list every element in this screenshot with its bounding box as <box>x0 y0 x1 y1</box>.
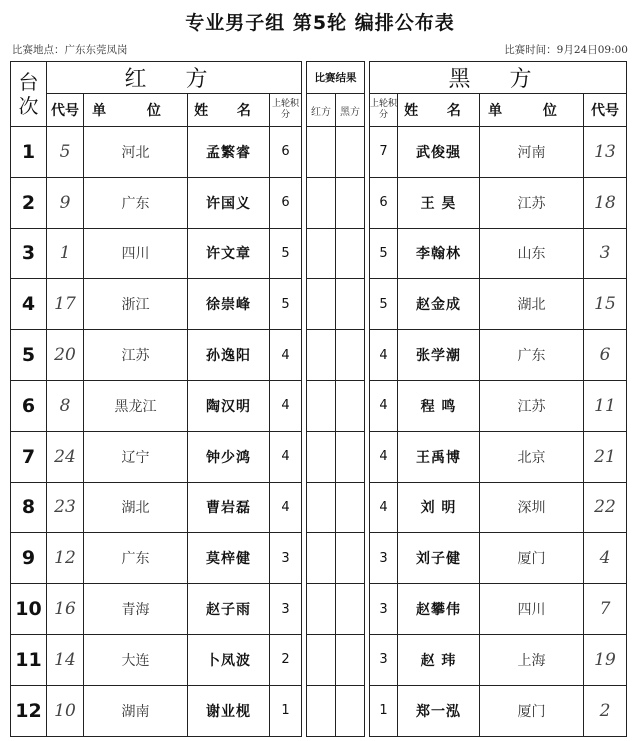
black-unit: 四川 <box>480 584 584 635</box>
black-unit: 厦门 <box>480 685 584 736</box>
red-prev-score: 4 <box>270 482 302 533</box>
black-prev-score: 1 <box>370 685 398 736</box>
black-code: 18 <box>584 177 627 228</box>
pairing-table <box>10 61 627 737</box>
red-name: 钟少鸿 <box>188 431 270 482</box>
red-unit: 广东 <box>84 177 188 228</box>
table-no: 8 <box>11 482 47 533</box>
red-result <box>307 584 336 635</box>
table-no: 9 <box>11 533 47 584</box>
red-code: 17 <box>47 279 84 330</box>
red-name: 孟繁睿 <box>188 127 270 178</box>
red-prev-score: 4 <box>270 380 302 431</box>
black-unit: 厦门 <box>480 533 584 584</box>
pairing-rows <box>11 127 627 737</box>
red-code: 23 <box>47 482 84 533</box>
table-row <box>11 177 627 228</box>
black-name: 程 鸣 <box>398 380 480 431</box>
red-result <box>307 279 336 330</box>
table-row <box>11 431 627 482</box>
black-prev-score: 3 <box>370 634 398 685</box>
table-no: 7 <box>11 431 47 482</box>
black-prev-score: 3 <box>370 584 398 635</box>
red-result <box>307 685 336 736</box>
black-name: 王 昊 <box>398 177 480 228</box>
header-red-prev-score: 上轮积分 <box>270 94 302 127</box>
black-code: 11 <box>584 380 627 431</box>
black-unit: 山东 <box>480 228 584 279</box>
red-result <box>307 228 336 279</box>
black-prev-score: 5 <box>370 279 398 330</box>
header-red-unit: 单 位 <box>84 94 188 127</box>
red-result <box>307 380 336 431</box>
red-name: 莫梓健 <box>188 533 270 584</box>
black-result <box>336 330 365 381</box>
red-name: 赵子雨 <box>188 584 270 635</box>
black-name: 武俊强 <box>398 127 480 178</box>
table-row <box>11 127 627 178</box>
black-name: 张学潮 <box>398 330 480 381</box>
red-result <box>307 533 336 584</box>
table-row <box>11 380 627 431</box>
red-code: 24 <box>47 431 84 482</box>
black-result <box>336 279 365 330</box>
red-result <box>307 177 336 228</box>
red-result <box>307 330 336 381</box>
table-no: 10 <box>11 584 47 635</box>
black-unit: 上海 <box>480 634 584 685</box>
header-black-prev-score: 上轮积分 <box>370 94 398 127</box>
header-black: 黑 方 <box>370 62 627 94</box>
red-result <box>307 634 336 685</box>
red-unit: 辽宁 <box>84 431 188 482</box>
red-code: 8 <box>47 380 84 431</box>
red-name: 徐崇峰 <box>188 279 270 330</box>
red-prev-score: 5 <box>270 279 302 330</box>
black-result <box>336 685 365 736</box>
red-name: 陶汉明 <box>188 380 270 431</box>
black-prev-score: 6 <box>370 177 398 228</box>
black-result <box>336 533 365 584</box>
table-row <box>11 634 627 685</box>
table-no: 12 <box>11 685 47 736</box>
black-code: 6 <box>584 330 627 381</box>
header-red-name: 姓 名 <box>188 94 270 127</box>
red-name: 曹岩磊 <box>188 482 270 533</box>
red-prev-score: 4 <box>270 330 302 381</box>
header-red-code: 代号 <box>47 94 84 127</box>
red-name: 孙逸阳 <box>188 330 270 381</box>
black-code: 2 <box>584 685 627 736</box>
black-code: 7 <box>584 584 627 635</box>
black-result <box>336 177 365 228</box>
time-label: 比赛时间：9月24日09:00 <box>504 44 628 56</box>
venue-label: 比赛地点：广东东莞凤岗 <box>12 44 128 56</box>
red-prev-score: 5 <box>270 228 302 279</box>
black-prev-score: 4 <box>370 431 398 482</box>
red-unit: 河北 <box>84 127 188 178</box>
black-code: 4 <box>584 533 627 584</box>
black-name: 王禹博 <box>398 431 480 482</box>
table-row <box>11 279 627 330</box>
table-row <box>11 482 627 533</box>
black-prev-score: 3 <box>370 533 398 584</box>
red-code: 5 <box>47 127 84 178</box>
black-unit: 广东 <box>480 330 584 381</box>
black-prev-score: 4 <box>370 482 398 533</box>
black-result <box>336 482 365 533</box>
red-code: 14 <box>47 634 84 685</box>
red-name: 许文章 <box>188 228 270 279</box>
red-result <box>307 431 336 482</box>
black-prev-score: 4 <box>370 380 398 431</box>
black-prev-score: 5 <box>370 228 398 279</box>
table-no: 4 <box>11 279 47 330</box>
black-name: 刘子健 <box>398 533 480 584</box>
black-name: 赵金成 <box>398 279 480 330</box>
black-result <box>336 228 365 279</box>
red-name: 卜凤波 <box>188 634 270 685</box>
black-code: 19 <box>584 634 627 685</box>
black-unit: 河南 <box>480 127 584 178</box>
red-unit: 广东 <box>84 533 188 584</box>
red-result <box>307 127 336 178</box>
black-result <box>336 127 365 178</box>
table-no: 1 <box>11 127 47 178</box>
table-no: 6 <box>11 380 47 431</box>
red-prev-score: 3 <box>270 584 302 635</box>
header-black-unit: 单 位 <box>480 94 584 127</box>
red-name: 许国义 <box>188 177 270 228</box>
red-code: 10 <box>47 685 84 736</box>
header-tai: 台次 <box>11 62 47 127</box>
black-name: 赵攀伟 <box>398 584 480 635</box>
black-prev-score: 4 <box>370 330 398 381</box>
red-unit: 四川 <box>84 228 188 279</box>
table-no: 11 <box>11 634 47 685</box>
black-code: 13 <box>584 127 627 178</box>
red-unit: 湖南 <box>84 685 188 736</box>
black-code: 3 <box>584 228 627 279</box>
red-prev-score: 2 <box>270 634 302 685</box>
red-name: 谢业枧 <box>188 685 270 736</box>
black-unit: 湖北 <box>480 279 584 330</box>
red-unit: 浙江 <box>84 279 188 330</box>
table-row <box>11 533 627 584</box>
black-prev-score: 7 <box>370 127 398 178</box>
black-unit: 江苏 <box>480 177 584 228</box>
table-row <box>11 330 627 381</box>
red-code: 20 <box>47 330 84 381</box>
header-red-result: 红方 <box>307 94 336 127</box>
black-code: 15 <box>584 279 627 330</box>
red-code: 1 <box>47 228 84 279</box>
header-black-code: 代号 <box>584 94 627 127</box>
table-row <box>11 228 627 279</box>
red-code: 16 <box>47 584 84 635</box>
black-result <box>336 431 365 482</box>
table-row <box>11 584 627 635</box>
red-unit: 青海 <box>84 584 188 635</box>
black-result <box>336 634 365 685</box>
red-result <box>307 482 336 533</box>
red-prev-score: 4 <box>270 431 302 482</box>
red-code: 12 <box>47 533 84 584</box>
header-black-result: 黑方 <box>336 94 365 127</box>
table-no: 3 <box>11 228 47 279</box>
header-result: 比赛结果 <box>307 62 365 94</box>
black-name: 刘 明 <box>398 482 480 533</box>
table-no: 5 <box>11 330 47 381</box>
table-row <box>11 685 627 736</box>
red-unit: 黑龙江 <box>84 380 188 431</box>
black-unit: 北京 <box>480 431 584 482</box>
red-code: 9 <box>47 177 84 228</box>
red-unit: 大连 <box>84 634 188 685</box>
header-black-name: 姓 名 <box>398 94 480 127</box>
black-code: 22 <box>584 482 627 533</box>
black-code: 21 <box>584 431 627 482</box>
black-unit: 深圳 <box>480 482 584 533</box>
red-unit: 江苏 <box>84 330 188 381</box>
red-prev-score: 1 <box>270 685 302 736</box>
red-prev-score: 3 <box>270 533 302 584</box>
black-result <box>336 380 365 431</box>
black-name: 郑一泓 <box>398 685 480 736</box>
page-title: 专业男子组 第5轮 编排公布表 <box>185 12 455 34</box>
header-red: 红 方 <box>47 62 302 94</box>
red-prev-score: 6 <box>270 177 302 228</box>
table-no: 2 <box>11 177 47 228</box>
red-unit: 湖北 <box>84 482 188 533</box>
black-name: 赵 玮 <box>398 634 480 685</box>
black-result <box>336 584 365 635</box>
black-name: 李翰林 <box>398 228 480 279</box>
black-unit: 江苏 <box>480 380 584 431</box>
red-prev-score: 6 <box>270 127 302 178</box>
